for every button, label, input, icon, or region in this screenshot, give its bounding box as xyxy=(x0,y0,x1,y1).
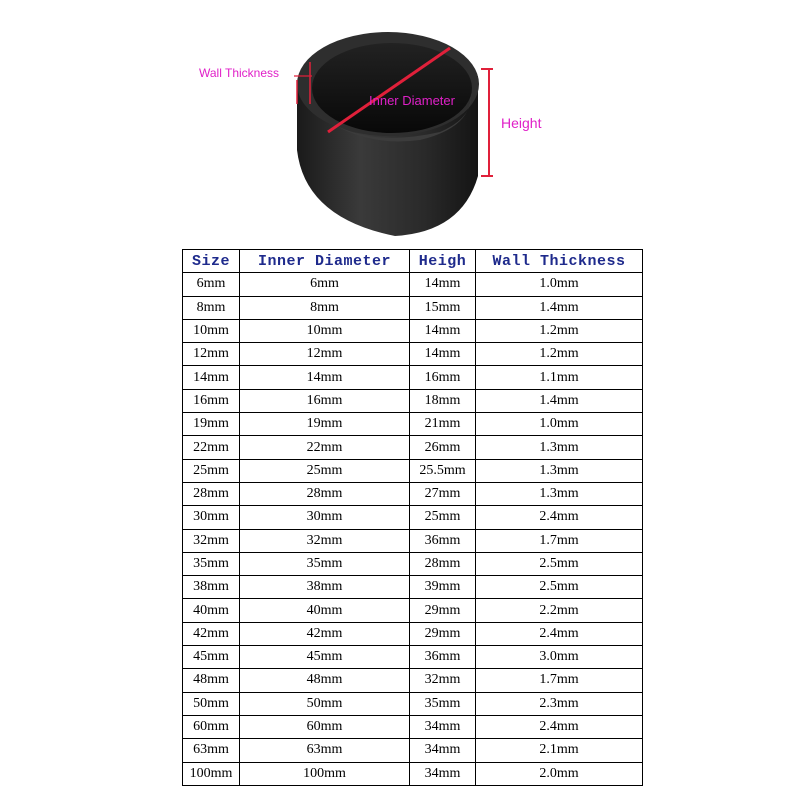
size-spec-table xyxy=(182,249,643,786)
table-row xyxy=(183,413,643,436)
cell-height: 18mm xyxy=(410,389,476,412)
cell-size: 30mm xyxy=(183,506,240,529)
cell-wall-thickness: 1.4mm xyxy=(476,389,643,412)
cell-wall-thickness: 1.3mm xyxy=(476,482,643,505)
cell-size: 25mm xyxy=(183,459,240,482)
cell-inner-diameter: 100mm xyxy=(240,762,410,785)
cell-size: 8mm xyxy=(183,296,240,319)
cell-size: 32mm xyxy=(183,529,240,552)
table-row xyxy=(183,389,643,412)
cell-inner-diameter: 32mm xyxy=(240,529,410,552)
table-row xyxy=(183,529,643,552)
cell-inner-diameter: 50mm xyxy=(240,692,410,715)
header-size: Size xyxy=(183,250,240,273)
cell-size: 19mm xyxy=(183,413,240,436)
cell-wall-thickness: 1.1mm xyxy=(476,366,643,389)
cell-wall-thickness: 1.2mm xyxy=(476,343,643,366)
cell-size: 50mm xyxy=(183,692,240,715)
cell-inner-diameter: 19mm xyxy=(240,413,410,436)
cell-height: 29mm xyxy=(410,599,476,622)
cell-wall-thickness: 2.4mm xyxy=(476,622,643,645)
cell-size: 63mm xyxy=(183,739,240,762)
cell-inner-diameter: 45mm xyxy=(240,646,410,669)
cell-height: 15mm xyxy=(410,296,476,319)
table-row xyxy=(183,739,643,762)
cell-size: 100mm xyxy=(183,762,240,785)
inner-diameter-label: Inner Diameter xyxy=(369,93,455,108)
table-row xyxy=(183,576,643,599)
cell-inner-diameter: 30mm xyxy=(240,506,410,529)
cell-wall-thickness: 2.2mm xyxy=(476,599,643,622)
cell-height: 16mm xyxy=(410,366,476,389)
cell-height: 29mm xyxy=(410,622,476,645)
cell-inner-diameter: 48mm xyxy=(240,669,410,692)
table-row xyxy=(183,296,643,319)
cell-inner-diameter: 10mm xyxy=(240,319,410,342)
cell-wall-thickness: 2.5mm xyxy=(476,576,643,599)
cell-inner-diameter: 8mm xyxy=(240,296,410,319)
cell-height: 32mm xyxy=(410,669,476,692)
cell-wall-thickness: 2.5mm xyxy=(476,552,643,575)
cell-inner-diameter: 42mm xyxy=(240,622,410,645)
table-row xyxy=(183,459,643,482)
cell-height: 25.5mm xyxy=(410,459,476,482)
cell-inner-diameter: 6mm xyxy=(240,273,410,296)
cell-wall-thickness: 2.4mm xyxy=(476,715,643,738)
cell-wall-thickness: 2.4mm xyxy=(476,506,643,529)
cell-size: 35mm xyxy=(183,552,240,575)
cell-size: 22mm xyxy=(183,436,240,459)
product-diagram xyxy=(0,0,800,245)
table-row xyxy=(183,506,643,529)
table-row xyxy=(183,762,643,785)
cell-wall-thickness: 1.7mm xyxy=(476,529,643,552)
table-row xyxy=(183,622,643,645)
cell-height: 34mm xyxy=(410,739,476,762)
cell-wall-thickness: 1.3mm xyxy=(476,459,643,482)
cell-height: 36mm xyxy=(410,646,476,669)
cell-size: 38mm xyxy=(183,576,240,599)
table-row xyxy=(183,436,643,459)
cell-size: 45mm xyxy=(183,646,240,669)
cell-wall-thickness: 1.3mm xyxy=(476,436,643,459)
table-header-row xyxy=(183,250,643,273)
cell-wall-thickness: 3.0mm xyxy=(476,646,643,669)
header-height: Heigh xyxy=(410,250,476,273)
cell-size: 48mm xyxy=(183,669,240,692)
cell-wall-thickness: 2.3mm xyxy=(476,692,643,715)
cell-wall-thickness: 2.0mm xyxy=(476,762,643,785)
height-label: Height xyxy=(501,115,542,131)
header-inner-diameter: Inner Diameter xyxy=(240,250,410,273)
cell-size: 16mm xyxy=(183,389,240,412)
cell-inner-diameter: 16mm xyxy=(240,389,410,412)
header-wall-thickness: Wall Thickness xyxy=(476,250,643,273)
table-row xyxy=(183,343,643,366)
cell-size: 42mm xyxy=(183,622,240,645)
table-row xyxy=(183,482,643,505)
table-row xyxy=(183,669,643,692)
cell-inner-diameter: 38mm xyxy=(240,576,410,599)
cell-wall-thickness: 1.0mm xyxy=(476,413,643,436)
table-row xyxy=(183,552,643,575)
cell-inner-diameter: 40mm xyxy=(240,599,410,622)
cell-size: 12mm xyxy=(183,343,240,366)
cell-size: 60mm xyxy=(183,715,240,738)
cell-height: 34mm xyxy=(410,762,476,785)
cell-size: 40mm xyxy=(183,599,240,622)
table-row xyxy=(183,692,643,715)
table-row xyxy=(183,366,643,389)
cell-height: 28mm xyxy=(410,552,476,575)
cell-height: 35mm xyxy=(410,692,476,715)
cell-size: 14mm xyxy=(183,366,240,389)
cell-size: 28mm xyxy=(183,482,240,505)
cell-height: 39mm xyxy=(410,576,476,599)
cell-size: 10mm xyxy=(183,319,240,342)
cell-inner-diameter: 28mm xyxy=(240,482,410,505)
cell-wall-thickness: 1.7mm xyxy=(476,669,643,692)
cell-wall-thickness: 2.1mm xyxy=(476,739,643,762)
cell-wall-thickness: 1.0mm xyxy=(476,273,643,296)
cell-inner-diameter: 35mm xyxy=(240,552,410,575)
cell-height: 26mm xyxy=(410,436,476,459)
cell-wall-thickness: 1.4mm xyxy=(476,296,643,319)
cell-size: 6mm xyxy=(183,273,240,296)
cell-wall-thickness: 1.2mm xyxy=(476,319,643,342)
cell-height: 27mm xyxy=(410,482,476,505)
cell-height: 21mm xyxy=(410,413,476,436)
cell-inner-diameter: 22mm xyxy=(240,436,410,459)
cell-height: 14mm xyxy=(410,319,476,342)
wall-thickness-label: Wall Thickness xyxy=(199,66,280,80)
cell-inner-diameter: 25mm xyxy=(240,459,410,482)
cell-height: 34mm xyxy=(410,715,476,738)
cell-height: 36mm xyxy=(410,529,476,552)
table-row xyxy=(183,646,643,669)
table-row xyxy=(183,715,643,738)
table-row xyxy=(183,599,643,622)
cell-height: 14mm xyxy=(410,343,476,366)
table-row xyxy=(183,273,643,296)
table-row xyxy=(183,319,643,342)
cell-inner-diameter: 60mm xyxy=(240,715,410,738)
rubber-cap-illustration xyxy=(0,0,800,245)
cell-inner-diameter: 14mm xyxy=(240,366,410,389)
table-body xyxy=(183,273,643,786)
cell-inner-diameter: 12mm xyxy=(240,343,410,366)
cell-inner-diameter: 63mm xyxy=(240,739,410,762)
cell-height: 25mm xyxy=(410,506,476,529)
cell-height: 14mm xyxy=(410,273,476,296)
